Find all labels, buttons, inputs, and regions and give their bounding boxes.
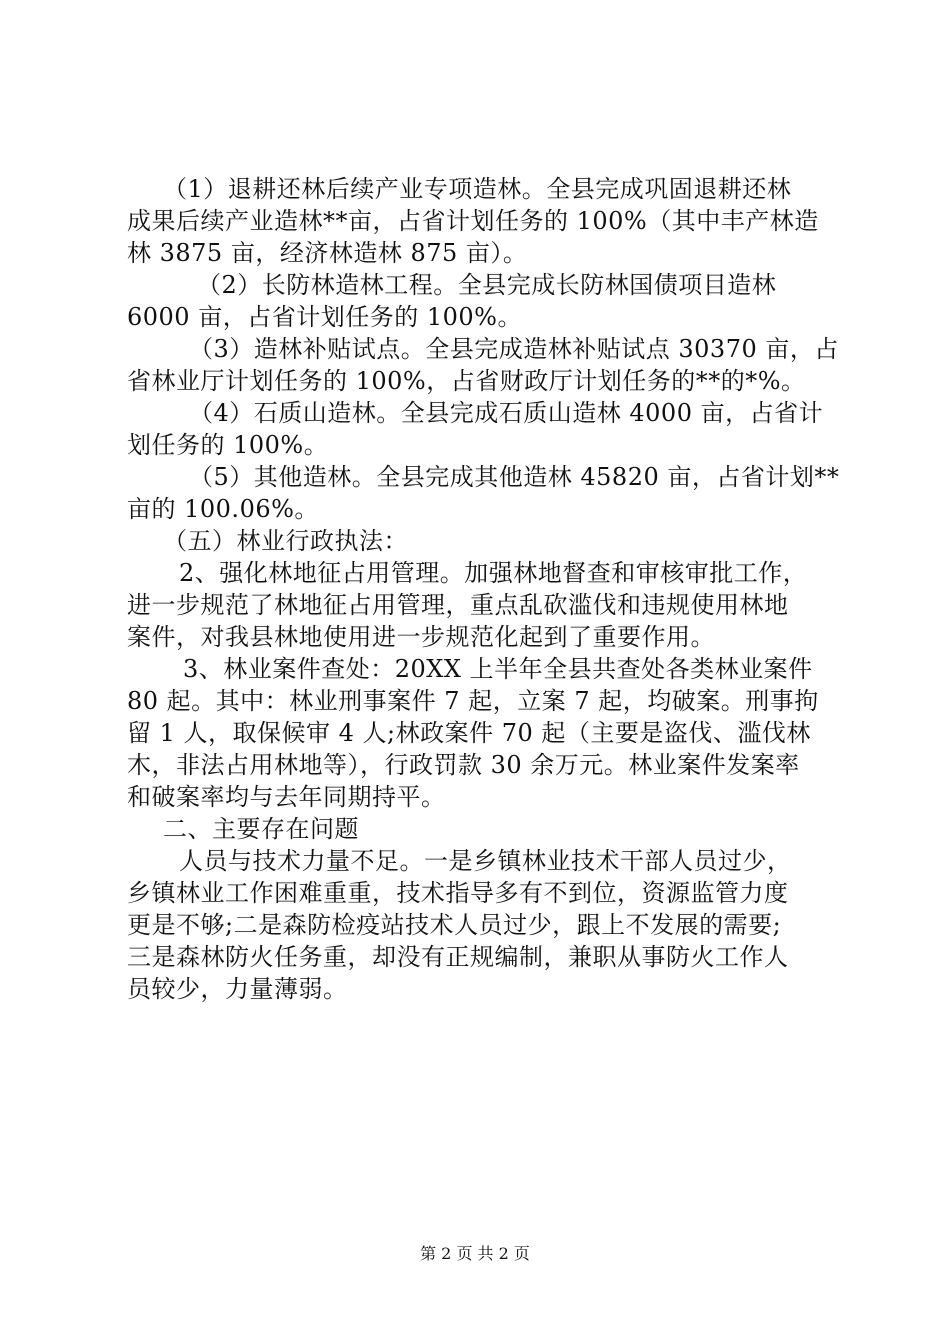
- text-line: 和破案率均与去年同期持平。: [127, 783, 446, 811]
- text-line: 林 3875 亩，经济林造林 875 亩）。: [127, 239, 528, 267]
- text-line: 木，非法占用林地等），行政罚款 30 余万元。林业案件发案率: [127, 751, 800, 779]
- text-line: （4）石质山造林。全县完成石质山造林 4000 亩，占省计: [189, 399, 824, 427]
- text-line: 省林业厅计划任务的 100%，占省财政厅计划任务的**的*%。: [127, 367, 806, 395]
- section-heading: 二、主要存在问题: [163, 815, 359, 843]
- text-line: 三是森林防火任务重，却没有正规编制，兼职从事防火工作人: [127, 943, 789, 971]
- text-line: 划任务的 100%。: [127, 431, 329, 459]
- text-line: 80 起。其中：林业刑事案件 7 起，立案 7 起，均破案。刑事拘: [127, 687, 819, 715]
- text-line: 留 1 人，取保候审 4 人;林政案件 70 起（主要是盗伐、滥伐林: [127, 719, 811, 747]
- section-heading: （五）林业行政执法：: [163, 527, 408, 555]
- text-line: 员较少，力量薄弱。: [127, 975, 348, 1003]
- text-line: （1）退耕还林后续产业专项造林。全县完成巩固退耕还林: [163, 175, 792, 203]
- text-line: 6000 亩，占省计划任务的 100%。: [127, 303, 522, 331]
- text-line: 3、林业案件查处：20XX 上半年全县共查处各类林业案件: [183, 655, 813, 683]
- text-line: 2、强化林地征占用管理。加强林地督查和审核审批工作，: [179, 559, 808, 587]
- text-line: 成果后续产业造林**亩，占省计划任务的 100%（其中丰产林造: [127, 207, 819, 235]
- document-body: [127, 173, 840, 1005]
- text-line: 进一步规范了林地征占用管理，重点乱砍滥伐和违规使用林地: [127, 591, 789, 619]
- text-line: 乡镇林业工作困难重重，技术指导多有不到位，资源监管力度: [127, 879, 789, 907]
- text-line: （2）长防林造林工程。全县完成长防林国债项目造林: [197, 271, 777, 299]
- text-line: （3）造林补贴试点。全县完成造林补贴试点 30370 亩，占: [189, 335, 839, 363]
- page-footer: 第 2 页 共 2 页: [420, 1244, 530, 1263]
- text-line: 更是不够;二是森防检疫站技术人员过少，跟上不发展的需要;: [127, 911, 782, 939]
- text-line: 亩的 100.06%。: [127, 495, 319, 523]
- text-line: 人员与技术力量不足。一是乡镇林业技术干部人员过少，: [179, 847, 792, 875]
- text-line: （5）其他造林。全县完成其他造林 45820 亩，占省计划**: [189, 463, 840, 491]
- text-line: 案件，对我县林地使用进一步规范化起到了重要作用。: [127, 623, 715, 651]
